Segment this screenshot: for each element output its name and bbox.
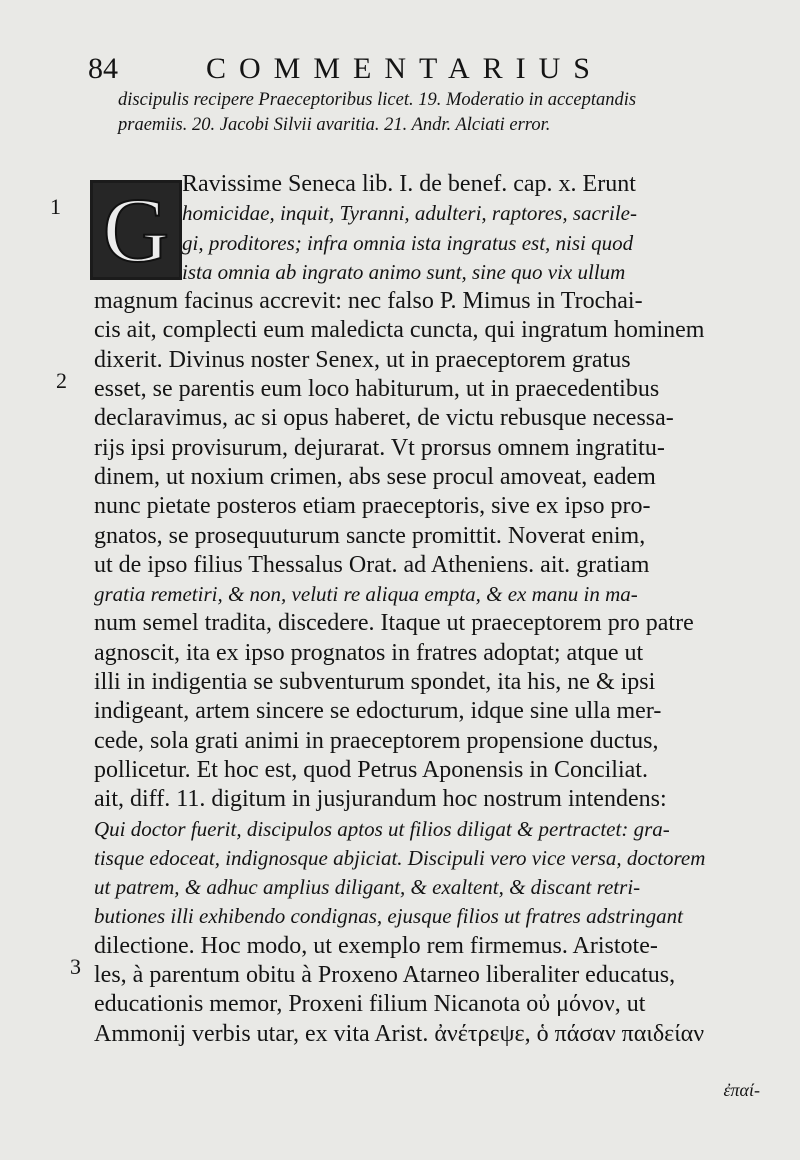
text-line: dilectione. Hoc modo, ut exemplo rem firmemus. Aristote-	[94, 932, 658, 959]
text-line: ait, diff. 11. digitum in jusjurandum hoc nostrum intendens:	[94, 786, 667, 813]
text-line: tisque edoceat, indignosque abjiciat. Discipuli vero vice versa, doctorem	[94, 845, 706, 870]
catchword: ἐπαί-	[723, 1080, 760, 1100]
text-line: ista omnia ab ingrato animo sunt, sine quo vix ullum	[182, 259, 626, 284]
text-line: homicidae, inquit, Tyranni, adulteri, raptores, sacrile-	[182, 201, 637, 226]
text-line: Ravissime Seneca lib. I. de benef. cap. x. Erunt	[182, 171, 636, 197]
text-line: butiones illi exhibendo condignas, ejusque filios ut fratres adstringant	[94, 904, 683, 929]
page-header	[88, 52, 648, 92]
text-line: dixerit. Divinus noster Senex, ut in praeceptorem gratus	[94, 346, 631, 373]
text-line: gratia remetiri, & non, veluti re aliqua empta, & ex manu in ma-	[94, 582, 638, 607]
text-line: nunc pietate posteros etiam praeceptoris, sive ex ipso pro-	[94, 493, 651, 520]
text-line: les, à parentum obitu à Proxeno Atarneo liberaliter educatus,	[94, 962, 676, 989]
chapter-summary	[118, 88, 778, 138]
text-line: magnum facinus accrevit: nec falso P. Mimus in Trochai-	[94, 288, 643, 315]
text-line: gnatos, se prosequuturum sancte promittit. Noverat enim,	[94, 522, 646, 549]
body-text	[94, 170, 774, 1049]
text-line: indigeant, artem sincere se edocturum, idque sine ulla mer-	[94, 698, 662, 725]
summary-line: praemiis. 20. Jacobi Silvii avaritia. 21. Andr. Alciati error.	[118, 115, 551, 135]
text-line: declaravimus, ac si opus haberet, de victu rebusque necessa-	[94, 405, 674, 432]
text-line: agnoscit, ita ex ipso prognatos in fratres adoptat; atque ut	[94, 639, 644, 666]
text-line: illi in indigentia se subventurum spondet, ita his, ne & ipsi	[94, 669, 656, 696]
margin-number: 2	[56, 368, 67, 393]
text-line: cis ait, complecti eum maledicta cuncta, qui ingratum hominem	[94, 317, 705, 344]
text-line: dinem, ut noxium crimen, abs sese procul amoveat, eadem	[94, 463, 656, 490]
text-line: gi, proditores; infra omnia ista ingratus est, nisi quod	[182, 230, 634, 255]
margin-number: 1	[50, 194, 61, 219]
running-title: COMMENTARIUS	[206, 52, 603, 85]
text-line: educationis memor, Proxeni filium Nicanota οὐ μόνον, ut	[94, 991, 646, 1018]
text-line: Ammonij verbis utar, ex vita Arist. ἀνέτρεψε, ὁ πάσαν παιδείαν	[94, 1020, 705, 1047]
margin-number: 3	[70, 954, 81, 979]
text-line: pollicetur. Et hoc est, quod Petrus Aponensis in Conciliat.	[94, 756, 648, 783]
text-line: rijs ipsi provisurum, dejurarat. Vt prorsus omnem ingratitu-	[94, 434, 665, 461]
initial-letter: G	[102, 179, 170, 281]
text-line: Qui doctor fuerit, discipulos aptos ut filios diligat & pertractet: gra-	[94, 816, 670, 841]
text-line: num semel tradita, discedere. Itaque ut praeceptorem pro patre	[94, 610, 694, 637]
text-line: esset, se parentis eum loco habiturum, ut in praecedentibus	[94, 376, 660, 403]
text-line: ut de ipso filius Thessalus Orat. ad Atheniens. ait. gratiam	[94, 551, 650, 578]
text-line: cede, sola grati animi in praeceptorem propensione ductus,	[94, 727, 659, 754]
text-line: ut patrem, & adhuc amplius diligant, & exaltent, & discant retri-	[94, 875, 641, 900]
summary-line: discipulis recipere Praeceptoribus licet. 19. Moderatio in acceptandis	[118, 90, 637, 110]
page-number: 84	[88, 52, 118, 85]
